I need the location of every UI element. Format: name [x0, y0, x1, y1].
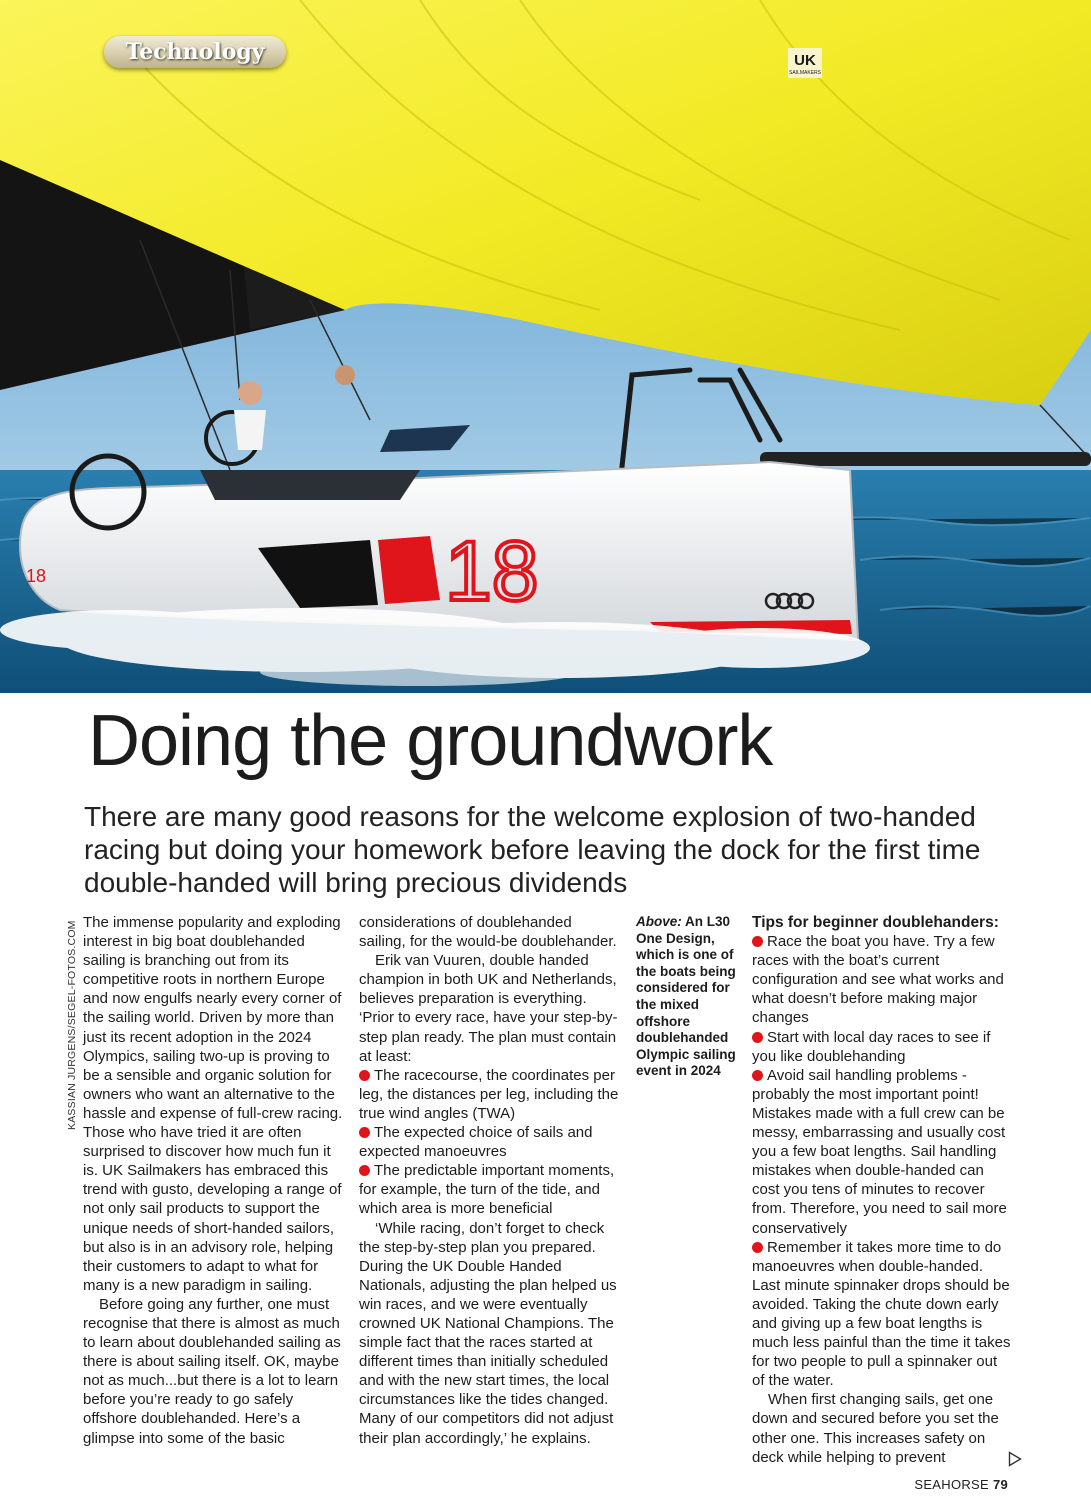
cockpit [200, 470, 420, 500]
bowsprit [760, 452, 1091, 466]
crew-helmsman [238, 381, 262, 405]
body-column-1 [83, 913, 345, 1448]
bullet-dot-icon [752, 1242, 763, 1253]
continue-arrow-icon [1008, 1451, 1022, 1467]
paragraph: ‘While racing, don’t forget to check the step-by-step plan you prepared. During the UK Double Handed Nationals, adjusting the plan helped us win races, and we were eventually crowned UK National Champions. The simple fact that the races started at different times than initially scheduled and with the new start times, the local circumstances like the tides changed. Many of our competitors did not adjust their plan accordingly,’ he explains. [359, 1219, 617, 1447]
headline: Doing the groundwork [88, 701, 773, 781]
bullet-item [752, 1238, 1012, 1391]
tips-column [752, 913, 1012, 1467]
paragraph: Before going any further, one must recognise that there is almost as much to learn about doublehanded sailing as there is about sailing itself. OK, maybe not as much...but there is a lot to learn before you’re ready to go safely offshore doublehanded. Here’s a glimpse into some of the basic [83, 1295, 341, 1447]
bullet-text: The racecourse, the coordinates per leg, the distances per leg, including the true wind angles (TWA) [359, 1066, 619, 1122]
stern-number: 18 [26, 566, 47, 586]
hull-graphic-red [378, 536, 440, 604]
bullet-item [752, 1066, 1012, 1238]
svg-text:SAILMAKERS: SAILMAKERS [789, 70, 821, 76]
magazine-name: SEAHORSE [914, 1477, 990, 1492]
bullet-dot-icon [752, 1070, 763, 1081]
photo-credit [66, 918, 80, 1130]
photo-caption [636, 914, 740, 1080]
paragraph: The immense popularity and exploding interest in big boat doublehanded sailing is branching out from its competitive roots in northern Europe and now engulfs nearly every corner of the sailing world. Driven by more than just its recent adoption in the 2024 Olympics, sailing two-up is proving to be a sensible and organic solution for owners who want an alternative to the hassle and expense of full-crew racing. Those who have tried it are often surprised to discover how much fun it is. UK Sailmakers has embraced this trend with gusto, developing a range of not only sail products to support the unique needs of short-handed sailors, but also is in an advisory role, helping their customers to adapt to what for many is a new paradigm in sailing. [83, 914, 343, 1294]
hero-photo [0, 0, 1091, 693]
page-number: 79 [992, 1477, 1008, 1492]
standfirst: There are many good reasons for the welcome explosion of two-handed racing but doing your homework before leaving the dock for the first time double-handed will bring precious dividends [84, 801, 981, 898]
bullet-dot-icon [752, 936, 763, 947]
bullet-dot-icon [359, 1070, 370, 1081]
bullet-text: Race the boat you have. Try a few races with the boat’s current configuration and see what works and what doesn’t before making major changes [752, 933, 1004, 1027]
bullet-item [752, 1028, 1012, 1066]
svg-text:UK: UK [794, 52, 816, 69]
bullet-text: Remember it takes more time to do manoeuvres when double-handed. Last minute spinnaker drops should be avoided. Taking the chute down early and giving up a few boat lengths is much less painful than the time it takes for two people to pull a spinnaker out of the water. [752, 1238, 1011, 1390]
caption-lead: Above: [636, 914, 682, 929]
paragraph: Erik van Vuuren, double handed champion in both UK and Netherlands, believes preparation is everything. ‘Prior to every race, have your step-by-step plan ready. The plan must contain at least: [359, 952, 618, 1065]
bullet-item [359, 1066, 621, 1123]
hull-number: 18 [445, 524, 539, 618]
sailboat-illustration [0, 0, 1091, 693]
bullet-item [359, 1161, 621, 1218]
paragraph: considerations of doublehanded sailing, for the would-be doublehander. [359, 914, 617, 951]
body-column-2 [359, 913, 621, 1448]
bullet-text: Start with local day races to see if you like doublehanding [752, 1028, 991, 1065]
page-folio [914, 1477, 1008, 1492]
photo-credit-text: KASSIAN JURGENS/SEGEL-FOTOS.COM [66, 920, 78, 1130]
bullet-item [359, 1123, 621, 1161]
bullet-dot-icon [359, 1127, 370, 1138]
bullet-text: The expected choice of sails and expected manoeuvres [359, 1124, 593, 1161]
section-tab: Technology [104, 36, 286, 68]
bullet-dot-icon [752, 1032, 763, 1043]
bullet-text: Avoid sail handling problems - probably the most important point! Mistakes made with a full crew can be messy, embarrassing and usually cost you a few boat lengths. Sail handling mistakes when double-handed can cost you tens of minutes to recover from. Therefore, you need to sail more conservatively [752, 1066, 1007, 1237]
bullet-item [752, 932, 1012, 1027]
sail-logo [788, 48, 822, 78]
bullet-dot-icon [359, 1165, 370, 1176]
paragraph: When first changing sails, get one down and secured before you set the other one. This increases safety on deck while helping to prevent [752, 1391, 999, 1466]
tips-title: Tips for beginner doublehanders: [752, 914, 999, 931]
bullet-text: The predictable important moments, for example, the turn of the tide, and which area is more beneficial [359, 1162, 615, 1218]
caption-text: An L30 One Design, which is one of the boats being considered for the mixed offshore doublehanded Olympic sailing event in 2024 [636, 914, 736, 1079]
